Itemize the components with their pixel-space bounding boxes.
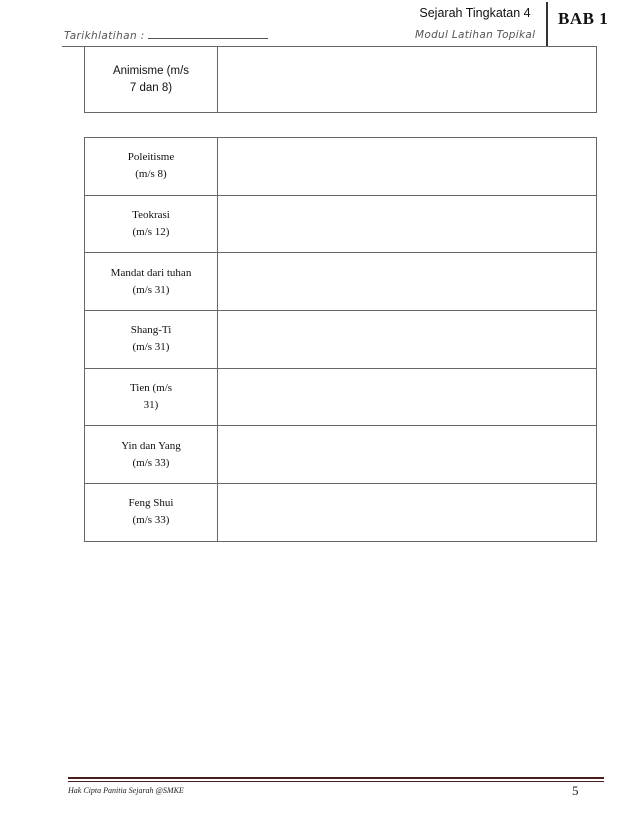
table-row bbox=[85, 138, 597, 196]
table-row bbox=[85, 253, 597, 311]
answer-cell[interactable] bbox=[218, 311, 597, 369]
term-name: Animisme (m/s bbox=[112, 64, 190, 77]
subject-title: Sejarah Tingkatan 4 bbox=[419, 6, 531, 20]
term-page-ref: (m/s 33) bbox=[132, 456, 170, 469]
footer-copyright: Hak Cipta Panitia Sejarah @SMKE bbox=[68, 786, 184, 795]
term-label-cell bbox=[85, 253, 218, 311]
date-blank-line[interactable] bbox=[148, 29, 268, 39]
term-label-cell bbox=[85, 138, 218, 196]
term-table-main bbox=[84, 137, 597, 542]
answer-cell[interactable] bbox=[218, 253, 597, 311]
term-page-ref: (m/s 12) bbox=[132, 226, 170, 239]
footer-rule-thick bbox=[68, 777, 604, 779]
term-label-cell bbox=[85, 311, 218, 369]
term-page-ref: (m/s 33) bbox=[132, 514, 170, 527]
term-label-cell bbox=[85, 47, 218, 113]
term-label-cell bbox=[85, 195, 218, 253]
answer-cell[interactable] bbox=[218, 426, 597, 484]
term-label-cell bbox=[85, 484, 218, 542]
answer-cell[interactable] bbox=[218, 47, 597, 113]
header-divider bbox=[546, 2, 548, 46]
term-name: Poleitisme bbox=[127, 151, 175, 164]
table-row bbox=[85, 311, 597, 369]
table-row bbox=[85, 484, 597, 542]
term-name: Teokrasi bbox=[132, 209, 170, 222]
term-label-cell bbox=[85, 368, 218, 426]
term-name: Mandat dari tuhan bbox=[110, 266, 192, 279]
chapter-label: BAB 1 bbox=[558, 9, 609, 28]
term-page-ref: (m/s 31) bbox=[132, 283, 170, 296]
answer-cell[interactable] bbox=[218, 138, 597, 196]
term-label-cell bbox=[85, 426, 218, 484]
term-name: Feng Shui bbox=[128, 497, 174, 510]
term-page-ref: 31) bbox=[143, 399, 159, 412]
footer-rule-thin bbox=[68, 781, 604, 782]
term-name: Yin dan Yang bbox=[121, 439, 181, 452]
table-row bbox=[85, 195, 597, 253]
term-page-ref: (m/s 31) bbox=[132, 341, 170, 354]
term-table-top bbox=[84, 46, 597, 113]
answer-cell[interactable] bbox=[218, 368, 597, 426]
page-number: 5 bbox=[572, 783, 579, 798]
term-name: Shang-Ti bbox=[130, 324, 172, 337]
table-row bbox=[85, 368, 597, 426]
date-label: Tarikhlatihan : bbox=[64, 30, 145, 42]
term-name: Tien (m/s bbox=[129, 382, 173, 395]
term-page-ref: (m/s 8) bbox=[135, 168, 167, 181]
term-page-ref: 7 dan 8) bbox=[129, 81, 173, 94]
answer-cell[interactable] bbox=[218, 195, 597, 253]
module-title: Modul Latihan Topikal bbox=[415, 29, 536, 41]
date-field bbox=[64, 29, 268, 42]
table-row bbox=[85, 47, 597, 113]
table-row bbox=[85, 426, 597, 484]
answer-cell[interactable] bbox=[218, 484, 597, 542]
